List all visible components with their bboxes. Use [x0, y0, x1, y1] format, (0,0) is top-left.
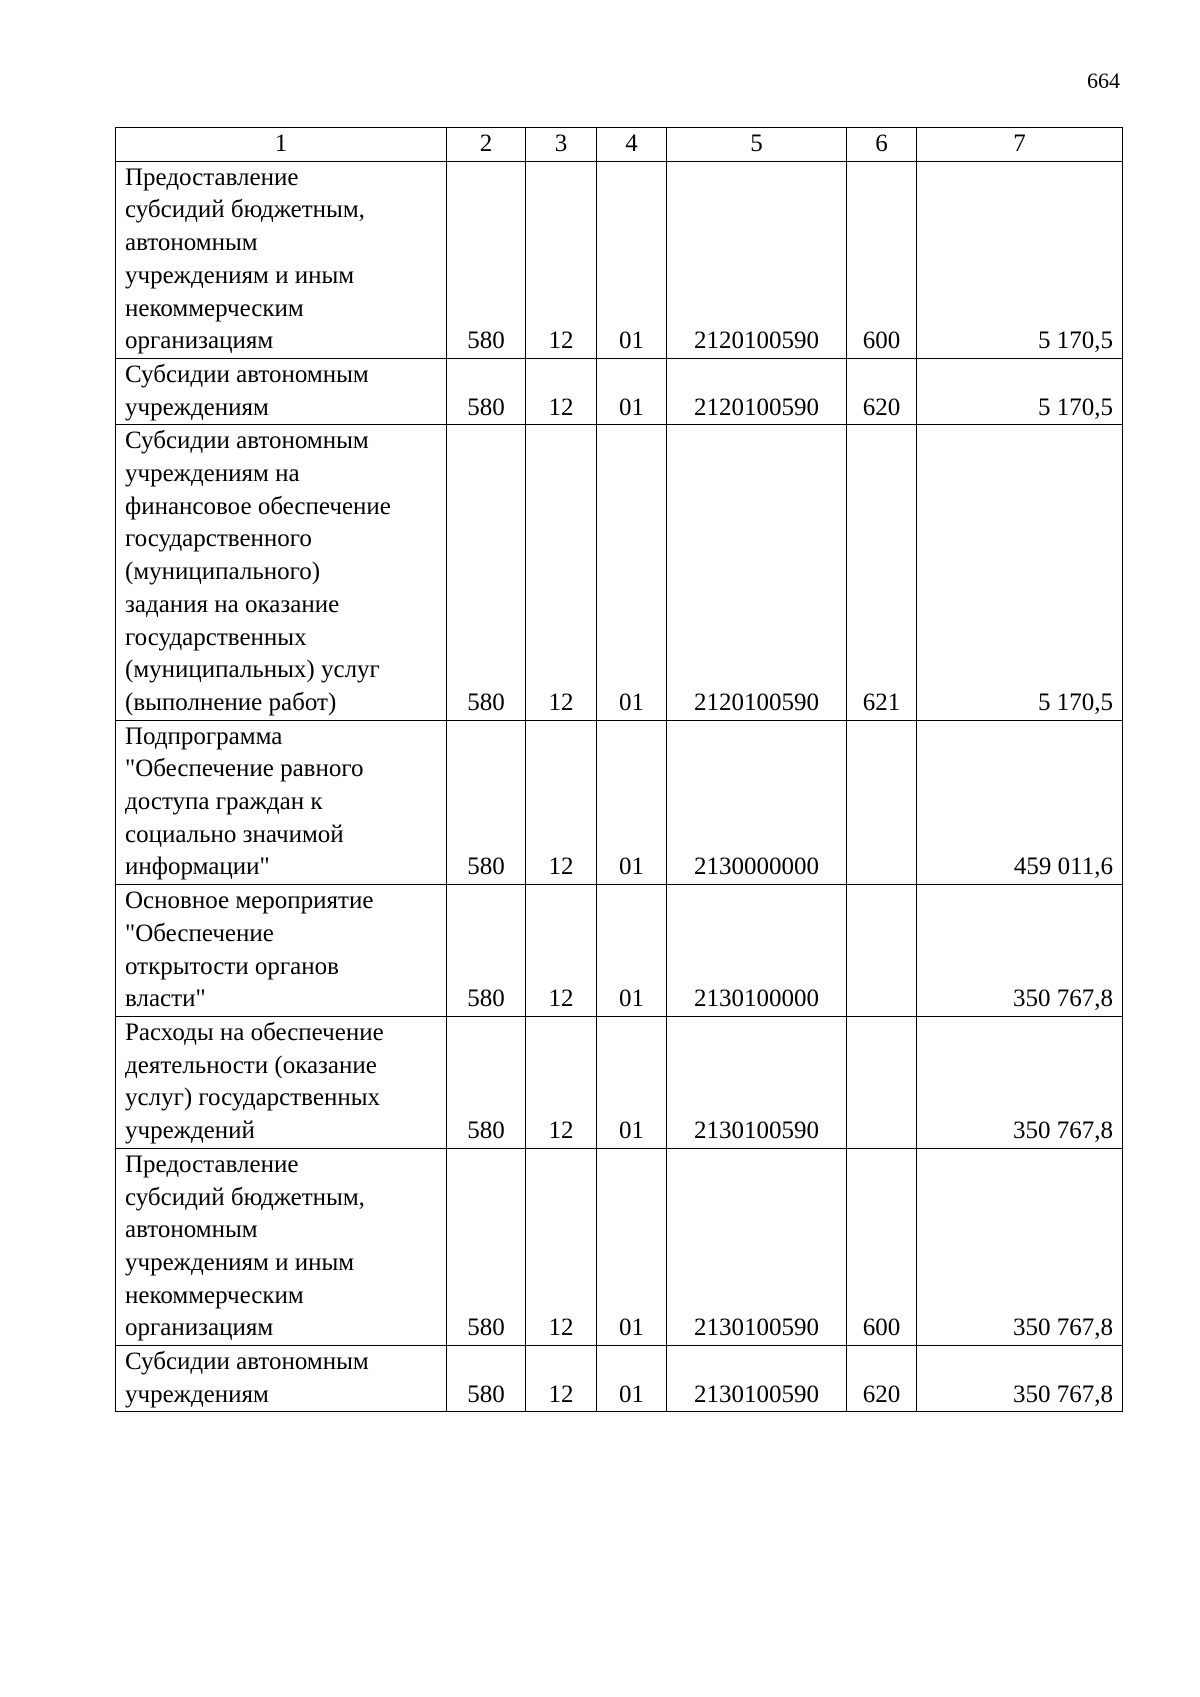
- row-name: Субсидии автономным учреждениям: [125, 360, 369, 421]
- cell-col2: 580: [447, 1016, 526, 1148]
- cell-col6: 620: [847, 358, 917, 424]
- cell-col4: 01: [597, 358, 667, 424]
- cell-col5: 2120100590: [667, 161, 847, 358]
- cell-col7: 5 170,5: [917, 161, 1123, 358]
- cell-col4: 01: [597, 885, 667, 1017]
- table-row: [116, 425, 1123, 720]
- row-name: Предоставление субсидий бюджетным, автономным учреждениям и иным некоммерческим организациям: [125, 163, 365, 355]
- table-row: [116, 1148, 1123, 1345]
- column-header: 4: [597, 128, 667, 162]
- row-name: Субсидии автономным учреждениям: [125, 1348, 369, 1408]
- cell-col5: 2120100590: [667, 358, 847, 424]
- row-name: Расходы на обеспечение деятельности (оказание услуг) государственных учреждений: [125, 1018, 384, 1145]
- row-name-cell: [116, 1346, 447, 1412]
- cell-col2: 580: [447, 885, 526, 1017]
- column-header: 1: [116, 128, 447, 162]
- cell-col7: 5 170,5: [917, 358, 1123, 424]
- cell-col2: 580: [447, 1346, 526, 1412]
- cell-col2: 580: [447, 1148, 526, 1345]
- table-row: [116, 358, 1123, 424]
- row-name-cell: [116, 1016, 447, 1148]
- column-header: 6: [847, 128, 917, 162]
- cell-col4: 01: [597, 1148, 667, 1345]
- cell-col5: 2130100590: [667, 1148, 847, 1345]
- cell-col4: 01: [597, 1016, 667, 1148]
- cell-col6: [847, 885, 917, 1017]
- cell-col6: 620: [847, 1346, 917, 1412]
- column-header: 5: [667, 128, 847, 162]
- cell-col4: 01: [597, 161, 667, 358]
- row-name-cell: [116, 720, 447, 885]
- table-row: [116, 1346, 1123, 1412]
- cell-col3: 12: [526, 1016, 597, 1148]
- cell-col6: 600: [847, 1148, 917, 1345]
- cell-col5: 2130100000: [667, 885, 847, 1017]
- column-header: 7: [917, 128, 1123, 162]
- row-name: Предоставление субсидий бюджетным, автономным учреждениям и иным некоммерческим организациям: [125, 1150, 365, 1342]
- table-row: [116, 720, 1123, 885]
- cell-col2: 580: [447, 358, 526, 424]
- row-name: Субсидии автономным учреждениям на финансовое обеспечение государственного (муниципального) задания на оказание государственных (муниципальных) услуг (выполнение работ): [125, 427, 391, 716]
- cell-col7: 5 170,5: [917, 425, 1123, 720]
- table-header-row: [116, 128, 1123, 162]
- table-row: [116, 161, 1123, 358]
- cell-col7: 350 767,8: [917, 1346, 1123, 1412]
- cell-col3: 12: [526, 1148, 597, 1345]
- cell-col5: 2130100590: [667, 1346, 847, 1412]
- cell-col2: 580: [447, 425, 526, 720]
- row-name-cell: [116, 1148, 447, 1345]
- row-name-cell: [116, 161, 447, 358]
- cell-col5: 2130000000: [667, 720, 847, 885]
- table-row: [116, 885, 1123, 1017]
- cell-col3: 12: [526, 425, 597, 720]
- cell-col4: 01: [597, 1346, 667, 1412]
- column-header: 2: [447, 128, 526, 162]
- cell-col3: 12: [526, 720, 597, 885]
- row-name: Основное мероприятие "Обеспечение открытости органов власти": [125, 887, 374, 1013]
- cell-col3: 12: [526, 358, 597, 424]
- cell-col3: 12: [526, 1346, 597, 1412]
- cell-col5: 2130100590: [667, 1016, 847, 1148]
- row-name-cell: [116, 358, 447, 424]
- page-number: 664: [1087, 68, 1120, 93]
- cell-col4: 01: [597, 425, 667, 720]
- column-header: 3: [526, 128, 597, 162]
- cell-col2: 580: [447, 720, 526, 885]
- cell-col6: 600: [847, 161, 917, 358]
- cell-col7: 459 011,6: [917, 720, 1123, 885]
- cell-col3: 12: [526, 161, 597, 358]
- row-name: Подпрограмма "Обеспечение равного доступа граждан к социально значимой информации": [125, 722, 364, 881]
- row-name-cell: [116, 885, 447, 1017]
- cell-col6: [847, 1016, 917, 1148]
- row-name-cell: [116, 425, 447, 720]
- cell-col2: 580: [447, 161, 526, 358]
- cell-col7: 350 767,8: [917, 1016, 1123, 1148]
- cell-col3: 12: [526, 885, 597, 1017]
- cell-col6: 621: [847, 425, 917, 720]
- cell-col6: [847, 720, 917, 885]
- cell-col7: 350 767,8: [917, 1148, 1123, 1345]
- cell-col5: 2120100590: [667, 425, 847, 720]
- cell-col4: 01: [597, 720, 667, 885]
- cell-col7: 350 767,8: [917, 885, 1123, 1017]
- table-row: [116, 1016, 1123, 1148]
- budget-table: [115, 127, 1123, 1412]
